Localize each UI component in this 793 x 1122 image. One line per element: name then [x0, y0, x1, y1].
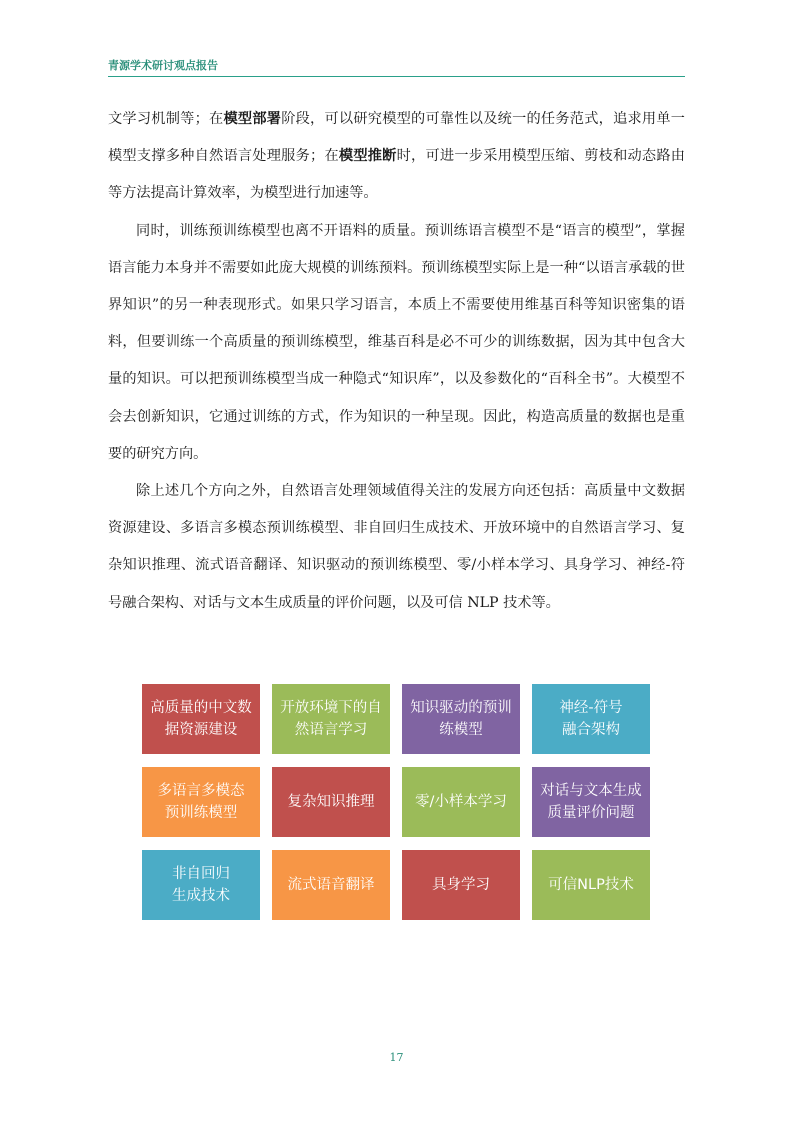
tile-multilingual-multimodal: [142, 767, 260, 837]
tile-non-autoregressive: [142, 850, 260, 920]
tile-streaming-translation: [272, 850, 390, 920]
tile-line: 多语言多模态: [157, 783, 245, 799]
paragraph-1-text-a: 文学习机制等；在: [108, 111, 224, 127]
body-text: [108, 101, 685, 622]
tile-line: 非自回归: [172, 866, 230, 882]
tile-line: 可信NLP技术: [548, 877, 634, 893]
tile-line: 复杂知识推理: [287, 794, 375, 810]
tile-complex-reasoning: [272, 767, 390, 837]
tile-generation-eval: [532, 767, 650, 837]
tile-line: 神经-符号: [559, 700, 623, 716]
bold-term-model-deploy: 模型部署: [223, 111, 282, 127]
paragraph-1: [108, 101, 685, 213]
bold-term-model-inference: 模型推断: [338, 148, 397, 165]
paragraph-1-text-c: 时，可进一步采用模型压缩、剪枝和动态路由等方法提高计算效率，为模型进行加速等。: [108, 148, 685, 202]
tile-line: 具身学习: [432, 877, 490, 893]
tile-line: 预训练模型: [164, 805, 238, 821]
tile-neuro-symbolic: [532, 684, 650, 754]
paragraph-2: 同时，训练预训练模型也离不开语料的质量。预训练语言模型不是“语言的模型”，掌握语言能力本身并不需要如此庞大规模的训练预料。预训练模型实际上是一种“以语言承载的世界知识”的另一种表现形式。如果只学习语言，本质上不需要使用维基百科等知识密集的语料，但要训练一个高质量的预训练模型，维基百科是必不可少的训练数据，因为其中包含大量的知识。可以把预训练模型当成一种隐式“知识库”，以及参数化的“百科全书”。大模型不会去创新知识，它通过训练的方式，作为知识的一种呈现。因此，构造高质量的数据也是重要的研究方向。: [108, 222, 685, 462]
research-directions-grid: [142, 684, 650, 921]
paragraph-3: 除上述几个方向之外，自然语言处理领域值得关注的发展方向还包括：高质量中文数据资源建设、多语言多模态预训练模型、非自回归生成技术、开放环境中的自然语言学习、复杂知识推理、流式语音翻译、知识驱动的预训练模型、零/小样本学习、具身学习、神经-符号融合架构、对话与文本生成质量的评价问题，以及可信 NLP 技术等。: [108, 483, 685, 611]
tile-line: 对话与文本生成: [540, 783, 642, 799]
tile-line: 零/小样本学习: [415, 794, 507, 810]
tile-line: 质量评价问题: [547, 805, 635, 821]
tile-line: 生成技术: [172, 888, 230, 904]
tile-chinese-data: [142, 684, 260, 754]
tile-embodied-learning: [402, 850, 520, 920]
tile-open-env-learning: [272, 684, 390, 754]
tile-line: 流式语音翻译: [287, 877, 375, 893]
tile-line: 开放环境下的自: [280, 700, 382, 716]
tile-line: 融合架构: [561, 722, 620, 738]
tile-line: 高质量的中文数: [150, 700, 252, 716]
tile-line: 然语言学习: [294, 722, 368, 738]
tile-trustworthy-nlp: [532, 850, 650, 920]
tile-line: 据资源建设: [164, 722, 238, 738]
tile-line: 练模型: [439, 722, 483, 738]
tile-few-shot: [402, 767, 520, 837]
paragraph-1-text-b: 阶段，可以研究模型的可靠性以及统一的任务范式，追求用单一模型支撑多种自然语言处理服务；在: [108, 111, 685, 165]
page-number: 17: [389, 1051, 404, 1064]
page-header: [108, 54, 685, 77]
tile-line: 知识驱动的预训: [410, 700, 512, 716]
header-title: 青源学术研讨观点报告: [108, 59, 218, 72]
tile-knowledge-driven: [402, 684, 520, 754]
